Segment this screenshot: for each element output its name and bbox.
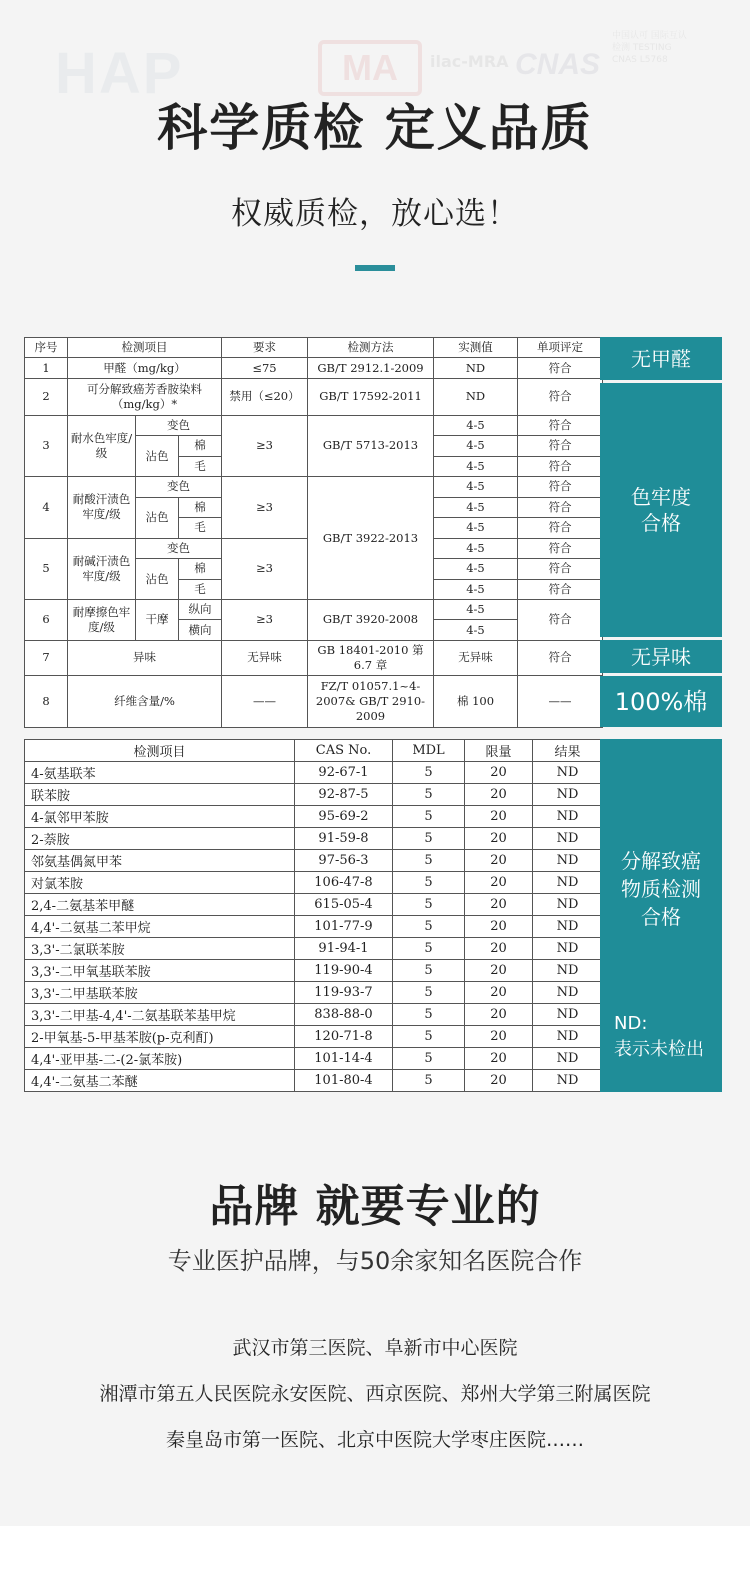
cell-limit: 20: [465, 1026, 533, 1048]
row-no: 6: [25, 600, 68, 641]
cell-item: 邻氨基偶氮甲苯: [25, 850, 295, 872]
bottom-strip: [0, 1526, 750, 1576]
side-label-text: 无甲醛: [631, 346, 691, 371]
hospital-line: 湘潭市第五人民医院永安医院、西京医院、郑州大学第三附属医院: [99, 1383, 651, 1405]
cell-item: 4-氯邻甲苯胺: [25, 806, 295, 828]
sub-change: 变色: [136, 538, 222, 558]
cell-mdl: 5: [393, 828, 465, 850]
sub-cotton: 棉: [179, 497, 222, 517]
cell-result: ND: [533, 960, 603, 982]
cell-cas: 119-93-7: [295, 982, 393, 1004]
table-row: [25, 872, 603, 894]
cell-mdl: 5: [393, 1026, 465, 1048]
sub-lat: 横向: [179, 620, 222, 640]
table-header-row: [25, 740, 603, 762]
sub-cotton: 棉: [179, 559, 222, 579]
cell-item: 4-氨基联苯: [25, 762, 295, 784]
cell-result: ND: [533, 1048, 603, 1070]
hospital-line: 秦皇岛市第一医院、北京中医院大学枣庄医院……: [165, 1429, 584, 1451]
row-item: 耐摩擦色牢度/级: [68, 600, 136, 641]
sub-stain: 沾色: [136, 559, 179, 600]
row-req: ≥3: [222, 600, 308, 641]
header-cell: CAS No.: [295, 740, 393, 762]
row-method: GB/T 17592-2011: [308, 378, 434, 415]
table-row: [25, 477, 603, 497]
row-no: 7: [25, 640, 68, 675]
table-row: [25, 894, 603, 916]
cell-mdl: 5: [393, 806, 465, 828]
table-row: [25, 982, 603, 1004]
row-eval: 符合: [518, 600, 603, 641]
test-report-table: [24, 337, 603, 728]
row-eval: 符合: [518, 415, 603, 435]
cell-item: 2-甲氧基-5-甲基苯胺(p-克利酊): [25, 1026, 295, 1048]
row-req: ≥3: [222, 415, 308, 476]
row-eval: 符合: [518, 477, 603, 497]
header-cell: 结果: [533, 740, 603, 762]
sub-change: 变色: [136, 477, 222, 497]
cell-mdl: 5: [393, 938, 465, 960]
side-label-amine-panel: [600, 739, 722, 1092]
row-no: 2: [25, 378, 68, 415]
row-value: 4-5: [434, 579, 518, 599]
cell-cas: 91-59-8: [295, 828, 393, 850]
aromatic-amine-table: [24, 739, 603, 1092]
cell-cas: 97-56-3: [295, 850, 393, 872]
cell-limit: 20: [465, 1070, 533, 1092]
cell-mdl: 5: [393, 916, 465, 938]
aromatic-amine-table-body: [25, 740, 603, 1092]
ilac-logo: ilac-MRA: [430, 52, 509, 71]
page-title: 科学质检 定义品质: [157, 99, 593, 157]
cell-limit: 20: [465, 916, 533, 938]
cell-limit: 20: [465, 960, 533, 982]
row-eval: 符合: [518, 559, 603, 579]
header-section: [0, 0, 750, 335]
row-method: GB 18401-2010 第 6.7 章: [308, 640, 434, 675]
row-eval: 符合: [518, 497, 603, 517]
table-header-row: [25, 338, 603, 358]
cell-item: 4,4'-亚甲基-二-(2-氯苯胺): [25, 1048, 295, 1070]
table-row: [25, 762, 603, 784]
row-eval: 符合: [518, 518, 603, 538]
row-item: 耐碱汗渍色牢度/级: [68, 538, 136, 599]
row-value: 4-5: [434, 456, 518, 476]
cell-limit: 20: [465, 1048, 533, 1070]
side-label-amine: 分解致癌 物质检测 合格: [621, 849, 701, 929]
row-item: 可分解致癌芳香胺染料（mg/kg）*: [68, 378, 222, 415]
row-method: GB/T 5713-2013: [308, 415, 434, 476]
cell-limit: 20: [465, 850, 533, 872]
table-row: [25, 938, 603, 960]
row-eval: 符合: [518, 456, 603, 476]
row-no: 8: [25, 675, 68, 727]
cell-mdl: 5: [393, 762, 465, 784]
header-cell: 检测项目: [25, 740, 295, 762]
cell-cas: 95-69-2: [295, 806, 393, 828]
cell-cas: 615-05-4: [295, 894, 393, 916]
cell-cas: 120-71-8: [295, 1026, 393, 1048]
cell-cas: 92-67-1: [295, 762, 393, 784]
cell-mdl: 5: [393, 872, 465, 894]
header-cell: 单项评定: [518, 338, 603, 358]
header-cell: 要求: [222, 338, 308, 358]
row-req: ≥3: [222, 477, 308, 538]
row-value: ND: [434, 378, 518, 415]
cell-cas: 101-80-4: [295, 1070, 393, 1092]
row-req: 禁用（≤20）: [222, 378, 308, 415]
row-eval: 符合: [518, 436, 603, 456]
sub-lon: 纵向: [179, 600, 222, 620]
row-value: 棉 100: [434, 675, 518, 727]
cell-result: ND: [533, 1004, 603, 1026]
page-subtitle: 权威质检，放心选！: [231, 196, 519, 232]
row-req: ——: [222, 675, 308, 727]
cell-mdl: 5: [393, 850, 465, 872]
cell-item: 3,3'-二甲基-4,4'-二氨基联苯基甲烷: [25, 1004, 295, 1026]
row-value: 4-5: [434, 436, 518, 456]
cell-item: 2,4-二氨基苯甲醚: [25, 894, 295, 916]
row-req: ≤75: [222, 358, 308, 378]
table-row: [25, 960, 603, 982]
cell-result: ND: [533, 1026, 603, 1048]
cell-result: ND: [533, 894, 603, 916]
row-eval: ——: [518, 675, 603, 727]
cell-item: 联苯胺: [25, 784, 295, 806]
row-value: 4-5: [434, 518, 518, 538]
cell-mdl: 5: [393, 1070, 465, 1092]
sub-wool: 毛: [179, 456, 222, 476]
row-req: 无异味: [222, 640, 308, 675]
brand-subtitle: 专业医护品牌，与50余家知名医院合作: [167, 1247, 583, 1275]
row-no: 3: [25, 415, 68, 476]
table-row: [25, 1004, 603, 1026]
table-row: [25, 828, 603, 850]
side-label-nd-note: ND: 表示未检出: [614, 1013, 704, 1060]
row-eval: 符合: [518, 538, 603, 558]
cell-cas: 101-77-9: [295, 916, 393, 938]
sub-cotton: 棉: [179, 436, 222, 456]
row-no: 5: [25, 538, 68, 599]
cell-item: 3,3'-二氯联苯胺: [25, 938, 295, 960]
cma-logo: MA: [318, 40, 422, 96]
table-row: [25, 358, 603, 378]
side-label-text: 无异味: [631, 644, 691, 669]
table-row: [25, 600, 603, 620]
side-label-text: 100%棉: [614, 687, 708, 716]
cell-mdl: 5: [393, 1048, 465, 1070]
cell-mdl: 5: [393, 1004, 465, 1026]
cell-result: ND: [533, 872, 603, 894]
side-label-colorfast: [600, 383, 722, 637]
row-item: 甲醛（mg/kg）: [68, 358, 222, 378]
accent-divider: [355, 265, 395, 271]
cell-cas: 91-94-1: [295, 938, 393, 960]
cell-cas: 101-14-4: [295, 1048, 393, 1070]
sub-change: 变色: [136, 415, 222, 435]
cell-mdl: 5: [393, 894, 465, 916]
row-eval: 符合: [518, 378, 603, 415]
row-value: 4-5: [434, 600, 518, 620]
cell-result: ND: [533, 1070, 603, 1092]
row-method: GB/T 2912.1-2009: [308, 358, 434, 378]
row-eval: 符合: [518, 579, 603, 599]
row-value: 4-5: [434, 477, 518, 497]
table-row: [25, 806, 603, 828]
row-value: 4-5: [434, 538, 518, 558]
row-value: ND: [434, 358, 518, 378]
row-item: 耐酸汗渍色牢度/级: [68, 477, 136, 538]
cell-item: 4,4'-二氨基二苯甲烷: [25, 916, 295, 938]
row-req: ≥3: [222, 538, 308, 599]
cell-limit: 20: [465, 784, 533, 806]
table-row: [25, 1048, 603, 1070]
hap-logo: HAP: [55, 41, 184, 106]
sub-stain: 沾色: [136, 497, 179, 538]
cell-result: ND: [533, 806, 603, 828]
table-row: [25, 916, 603, 938]
header-cell: 检测项目: [68, 338, 222, 358]
table-row: [25, 850, 603, 872]
hospital-line: 武汉市第三医院、阜新市中心医院: [232, 1337, 518, 1359]
table-row: [25, 675, 603, 727]
cell-result: ND: [533, 850, 603, 872]
row-value: 4-5: [434, 497, 518, 517]
cell-mdl: 5: [393, 784, 465, 806]
side-label-formaldehyde: [600, 337, 722, 380]
cell-mdl: 5: [393, 960, 465, 982]
header-cell: 检测方法: [308, 338, 434, 358]
table-row: [25, 415, 603, 435]
cell-limit: 20: [465, 894, 533, 916]
sub-dry: 干摩: [136, 600, 179, 641]
cell-limit: 20: [465, 1004, 533, 1026]
cell-result: ND: [533, 784, 603, 806]
header-cell: 限量: [465, 740, 533, 762]
header-cell: MDL: [393, 740, 465, 762]
sub-stain: 沾色: [136, 436, 179, 477]
brand-title: 品牌 就要专业的: [209, 1181, 541, 1232]
cell-result: ND: [533, 762, 603, 784]
cell-item: 4,4'-二氨基二苯醚: [25, 1070, 295, 1092]
cell-limit: 20: [465, 828, 533, 850]
row-eval: 符合: [518, 358, 603, 378]
cnas-logo-text: 中国认可 国际互认 检测 TESTING CNAS L5768: [612, 31, 687, 65]
row-method: FZ/T 01057.1~4-2007& GB/T 2910-2009: [308, 675, 434, 727]
cell-result: ND: [533, 916, 603, 938]
cell-cas: 838-88-0: [295, 1004, 393, 1026]
side-label-odor: [600, 640, 722, 673]
side-label-cotton: [600, 676, 722, 727]
row-eval: 符合: [518, 640, 603, 675]
table-row: [25, 1026, 603, 1048]
sub-wool: 毛: [179, 518, 222, 538]
row-value: 4-5: [434, 559, 518, 579]
header-cell: 序号: [25, 338, 68, 358]
cell-cas: 92-87-5: [295, 784, 393, 806]
row-method: GB/T 3920-2008: [308, 600, 434, 641]
cell-result: ND: [533, 982, 603, 1004]
cell-cas: 119-90-4: [295, 960, 393, 982]
cell-result: ND: [533, 828, 603, 850]
cell-item: 2-萘胺: [25, 828, 295, 850]
row-value: 4-5: [434, 620, 518, 640]
cell-mdl: 5: [393, 982, 465, 1004]
row-item: 异味: [68, 640, 222, 675]
row-value: 无异味: [434, 640, 518, 675]
cell-cas: 106-47-8: [295, 872, 393, 894]
row-no: 4: [25, 477, 68, 538]
row-value: 4-5: [434, 415, 518, 435]
row-item: 纤维含量/%: [68, 675, 222, 727]
table-row: [25, 378, 603, 415]
cell-item: 3,3'-二甲氧基联苯胺: [25, 960, 295, 982]
cell-limit: 20: [465, 872, 533, 894]
cell-limit: 20: [465, 938, 533, 960]
table-row: [25, 1070, 603, 1092]
cell-item: 对氯苯胺: [25, 872, 295, 894]
cell-result: ND: [533, 938, 603, 960]
row-method: GB/T 3922-2013: [308, 477, 434, 600]
header-cell: 实测值: [434, 338, 518, 358]
cell-limit: 20: [465, 982, 533, 1004]
cell-item: 3,3'-二甲基联苯胺: [25, 982, 295, 1004]
row-no: 1: [25, 358, 68, 378]
table-row: [25, 640, 603, 675]
sub-wool: 毛: [179, 579, 222, 599]
row-item: 耐水色牢度/级: [68, 415, 136, 476]
report-background: [0, 0, 750, 335]
side-label-text: 色牢度 合格: [631, 485, 691, 535]
cell-limit: 20: [465, 762, 533, 784]
cnas-logo: CNAS: [515, 48, 601, 81]
table-row: [25, 784, 603, 806]
cell-limit: 20: [465, 806, 533, 828]
